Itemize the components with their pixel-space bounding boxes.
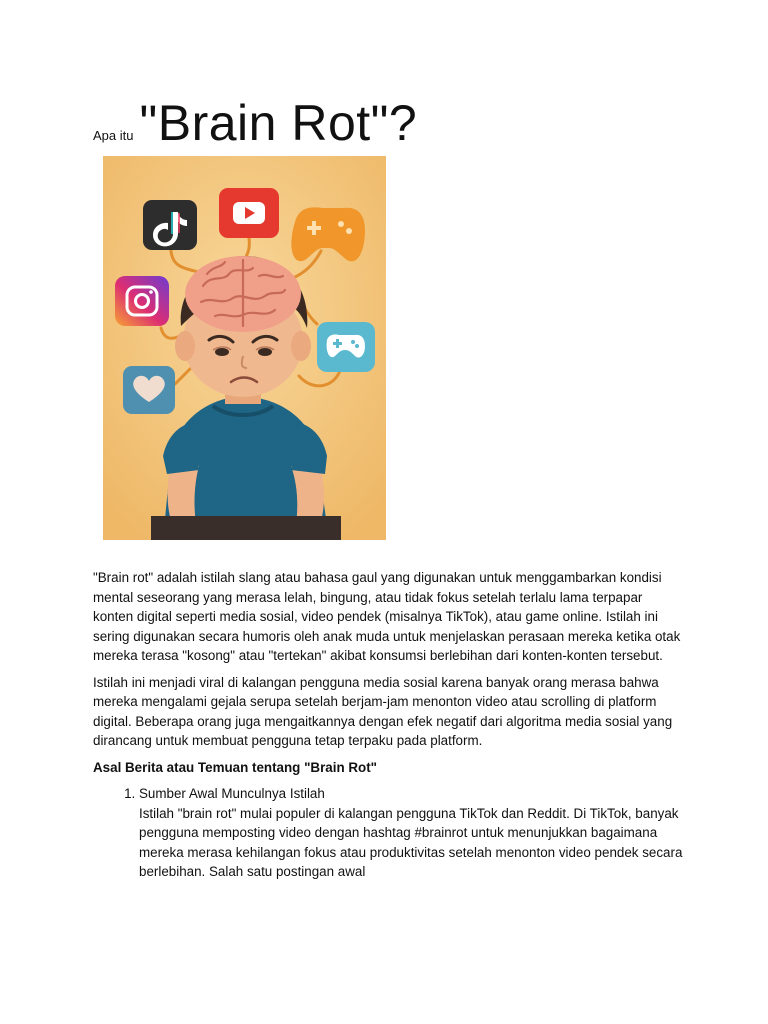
- youtube-icon: [219, 188, 279, 238]
- list-item-title: 1. Sumber Awal Munculnya Istilah: [139, 786, 325, 801]
- list-item: [139, 784, 683, 882]
- title-prefix: Apa itu: [93, 128, 134, 143]
- page-title: [93, 96, 417, 150]
- article-body: [93, 568, 683, 882]
- paragraph: "Brain rot" adalah istilah slang atau bahasa gaul yang digunakan untuk menggambarkan kondisi mental seseorang yang merasa lelah, bingung, atau tidak fokus setelah terlalu lama terpapar konten digital seperti media sosial, video pendek (misalnya TikTok), atau game online. Istilah ini sering digunakan secara humoris oleh anak muda untuk menjelaskan perasaan mereka ketika otak mereka terasa "kosong" atau "tertekan" akibat konsumsi berlebihan dari konten-konten tersebut.: [93, 570, 681, 663]
- instagram-icon: [115, 276, 169, 326]
- tiktok-icon: [143, 200, 197, 250]
- brain-rot-illustration: [103, 156, 386, 540]
- list-item-text: Istilah "brain rot" mulai populer di kalangan pengguna TikTok dan Reddit. Di TikTok, banyak pengguna memposting video dengan hashtag #brainrot untuk menunjukkan bagaimana mereka merasa kehilangan fokus atau produktivitas setelah menonton video pendek secara berlebihan. Salah satu postingan awal: [139, 805, 683, 879]
- paragraph: Istilah ini menjadi viral di kalangan pengguna media sosial karena banyak orang merasa bahwa mereka mengalami gejala serupa setelah berjam-jam menonton video atau scrolling di platform digital. Beberapa orang juga mengaitkannya dengan efek negatif dari algoritma media sosial yang dirancang untuk membuat pengguna tetap terpaku pada platform.: [93, 674, 673, 748]
- title-main: "Brain Rot"?: [139, 95, 418, 151]
- section-heading: Asal Berita atau Temuan tentang "Brain Rot": [93, 759, 378, 775]
- numbered-list: [93, 784, 683, 882]
- game-controller-icon: [317, 322, 375, 372]
- heart-icon: [123, 366, 175, 414]
